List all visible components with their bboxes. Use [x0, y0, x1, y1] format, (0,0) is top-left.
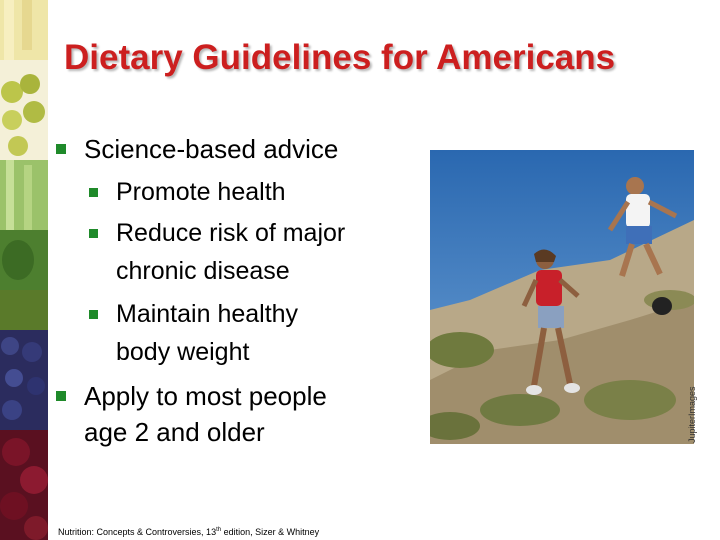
sub-bullet-text-continued: body weight	[116, 338, 250, 366]
bullet-text: Science-based advice	[84, 134, 339, 164]
bullet-text: Apply to most people	[84, 381, 327, 411]
footer-text-end: edition, Sizer & Whitney	[221, 527, 320, 537]
sub-bullet-icon	[89, 229, 98, 238]
sub-bullet-text-continued: chronic disease	[116, 257, 290, 285]
sub-bullet-icon	[89, 188, 98, 197]
footer-superscript: th	[216, 527, 222, 533]
bullet-icon	[56, 144, 66, 154]
hikers-photo	[430, 150, 694, 444]
footer-citation	[58, 527, 319, 537]
produce-decoration-strip	[0, 0, 48, 540]
photo-credit: JupiterImages	[687, 386, 697, 443]
slide-title: Dietary Guidelines for Americans	[64, 38, 616, 77]
bullet-icon	[56, 391, 66, 401]
sub-bullet-icon	[89, 310, 98, 319]
produce-image	[0, 0, 48, 540]
sub-bullet-text: Promote health	[116, 178, 286, 206]
footer-text: Nutrition: Concepts & Controversies, 13	[58, 527, 217, 537]
sub-bullet-text: Reduce risk of major	[116, 219, 346, 247]
sub-bullet-text: Maintain healthy	[116, 300, 299, 328]
bullet-text-continued: age 2 and older	[84, 417, 265, 447]
